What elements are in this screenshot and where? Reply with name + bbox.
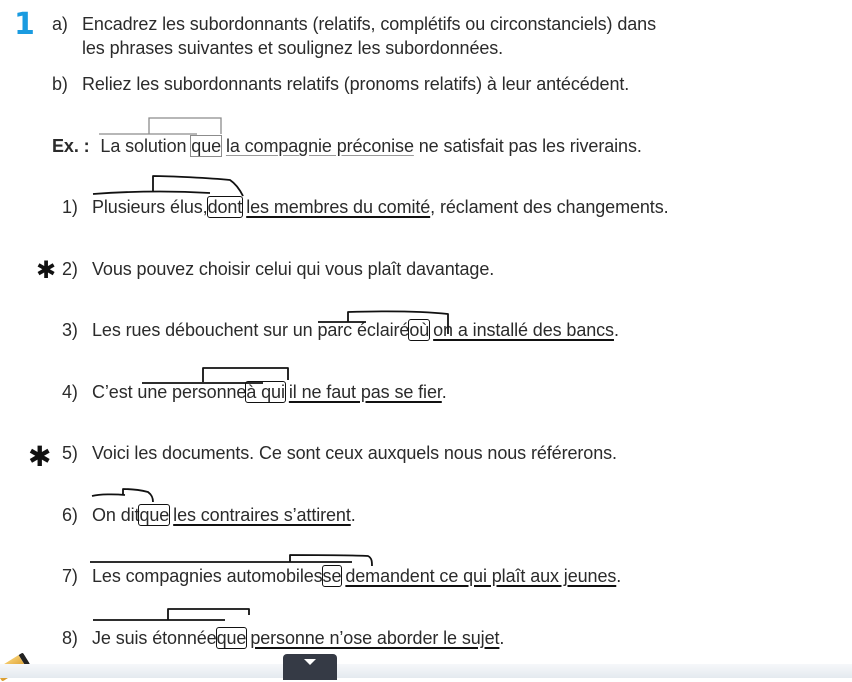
example-antecedent: La solution [100,136,187,156]
instruction-b-label: b) [52,74,68,94]
sentence-rest: . [499,628,505,648]
sentence-7 [62,564,621,588]
bottom-toolbar [0,664,852,678]
subordinant: que [216,628,247,648]
sentence-number: 7) [62,566,78,586]
sentence-rest: , réclament des changements. [430,197,669,217]
subordinate: personne n’ose aborder le sujet [250,628,500,648]
instruction-a-label: a) [52,14,68,34]
instruction-a-line2: les phrases suivantes et soulignez les subordonnées. [82,38,504,58]
subordinant: dont [207,197,243,217]
sentence-number: 6) [62,505,78,525]
antecedent: Plusieurs élus, [92,197,208,217]
sentence-rest: . [616,566,622,586]
subordinate: on a installé des bancs [433,320,614,340]
instruction-a [52,12,656,60]
star-mark-icon: ✱ [36,256,57,284]
sentence-rest: . [350,505,356,525]
antecedent: un parc [292,320,353,340]
example-sentence [52,134,642,158]
sentence-text: Vous pouvez choisir celui qui vous plaît davantage. [92,259,495,279]
sentence-2 [62,257,494,281]
exercise-number: 1 [14,7,35,42]
sentence-5 [62,441,617,465]
subordinant: où [409,320,430,340]
caret-down-icon [304,659,316,665]
sentence-number: 1) [62,197,78,217]
subordinant: se [322,566,342,586]
example-rest: ne satisfait pas les riverains. [413,136,642,156]
example-subordinate: la compagnie préconise [225,136,414,156]
sentence-number: 8) [62,628,78,648]
sentence-number: 4) [62,382,78,402]
subordinate: les contraires s’attirent [173,505,351,525]
subordinate: il ne faut pas se fier [288,382,442,402]
antecedent: On dit [92,505,140,525]
sentence-3 [62,318,619,342]
sentence-8 [62,626,504,650]
subordinant: à qui [246,382,285,402]
instruction-b-line1: Reliez les subordonnants relatifs (pronoms relatifs) à leur antécédent. [82,74,630,94]
sentence-rest: . [441,382,447,402]
sentence-rest: . [613,320,619,340]
sentence-start: Les rues débouchent sur [92,320,293,340]
example-label: Ex. : [52,136,90,156]
antecedent: Les compagnies automobiles [92,566,323,586]
sentence-number: 3) [62,320,78,340]
sentence-1 [62,195,669,219]
example-connector [99,118,221,134]
sentence-number: 5) [62,443,78,463]
subordinant: que [139,505,170,525]
star-mark-icon: ✱ [28,440,52,473]
antecedent: une personne [137,382,247,402]
sentence-number: 2) [62,259,78,279]
antecedent: Je suis étonnée [92,628,217,648]
instruction-b [52,72,629,96]
sentence-start: C’est [92,382,138,402]
subordinate: demandent ce qui plaît aux jeunes [345,566,617,586]
sentence-6 [62,503,356,527]
instruction-a-line1: Encadrez les subordonnants (relatifs, complétifs ou circonstanciels) dans [82,14,656,34]
sentence-4 [62,380,447,404]
subordinate: les membres du comité [246,197,431,217]
sentence-text: Voici les documents. Ce sont ceux auxquels nous nous référerons. [92,443,617,463]
example-subordinant: que [191,136,222,156]
sentence-middle: éclairé [352,320,410,340]
toggle-panel-button[interactable] [283,654,337,680]
